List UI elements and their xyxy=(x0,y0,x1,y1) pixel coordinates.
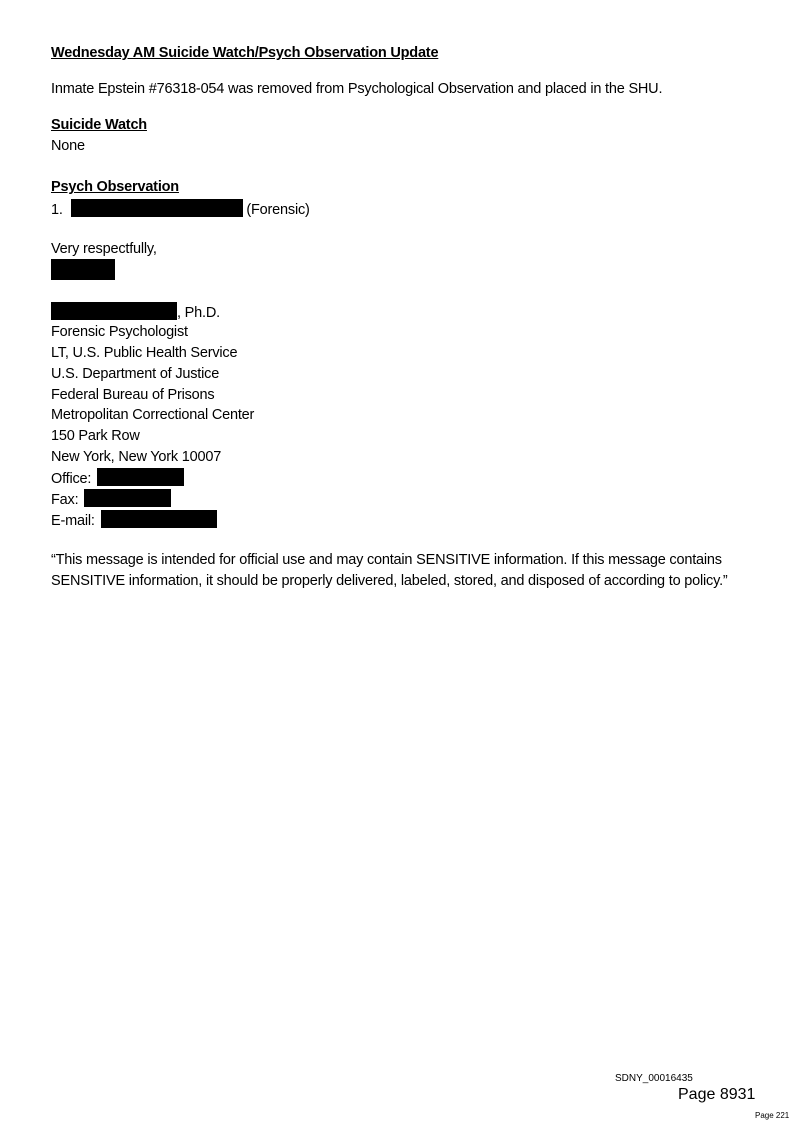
signature-line: 150 Park Row xyxy=(51,428,140,444)
bates-number: SDNY_00016435 xyxy=(615,1073,693,1084)
email-label: E-mail: xyxy=(51,513,95,529)
office-line xyxy=(51,468,184,488)
signature-name-line xyxy=(51,302,220,322)
signature-line: Federal Bureau of Prisons xyxy=(51,387,215,403)
signature-line: LT, U.S. Public Health Service xyxy=(51,345,238,361)
signature-line: Forensic Psychologist xyxy=(51,324,188,340)
signature-line: U.S. Department of Justice xyxy=(51,366,220,382)
page-number: Page 8931 xyxy=(678,1086,756,1103)
item-number: 1. xyxy=(51,202,63,218)
fax-label: Fax: xyxy=(51,492,79,508)
redacted-fax xyxy=(84,489,171,507)
item-suffix: (Forensic) xyxy=(246,202,310,218)
redacted-office-phone xyxy=(97,468,184,486)
redacted-email xyxy=(101,510,217,528)
degree-suffix: , Ph.D. xyxy=(177,305,220,321)
office-label: Office: xyxy=(51,471,92,487)
sub-page-number: Page 221 xyxy=(755,1111,790,1120)
memo-intro: Inmate Epstein #76318-054 was removed from Psychological Observation and placed in the SHU. xyxy=(51,81,663,97)
signature-closing: Very respectfully, xyxy=(51,241,157,257)
signature-line: New York, New York 10007 xyxy=(51,449,222,465)
psych-observation-heading: Psych Observation xyxy=(51,179,179,195)
suicide-watch-value: None xyxy=(51,138,85,154)
email-line xyxy=(51,510,217,530)
redacted-signature xyxy=(51,259,115,280)
psych-observation-item xyxy=(51,199,310,219)
signature-line: Metropolitan Correctional Center xyxy=(51,407,255,423)
fax-line xyxy=(51,489,171,509)
suicide-watch-heading: Suicide Watch xyxy=(51,117,147,133)
sensitivity-disclaimer: “This message is intended for official use and may contain SENSITIVE information. If this message contains SENSITIVE information, it should be properly delivered, labeled, stored, and disposed of according to policy.” xyxy=(51,552,728,589)
memo-title: Wednesday AM Suicide Watch/Psych Observation Update xyxy=(51,45,439,61)
redacted-name xyxy=(71,199,243,217)
redacted-signer-name xyxy=(51,302,177,320)
